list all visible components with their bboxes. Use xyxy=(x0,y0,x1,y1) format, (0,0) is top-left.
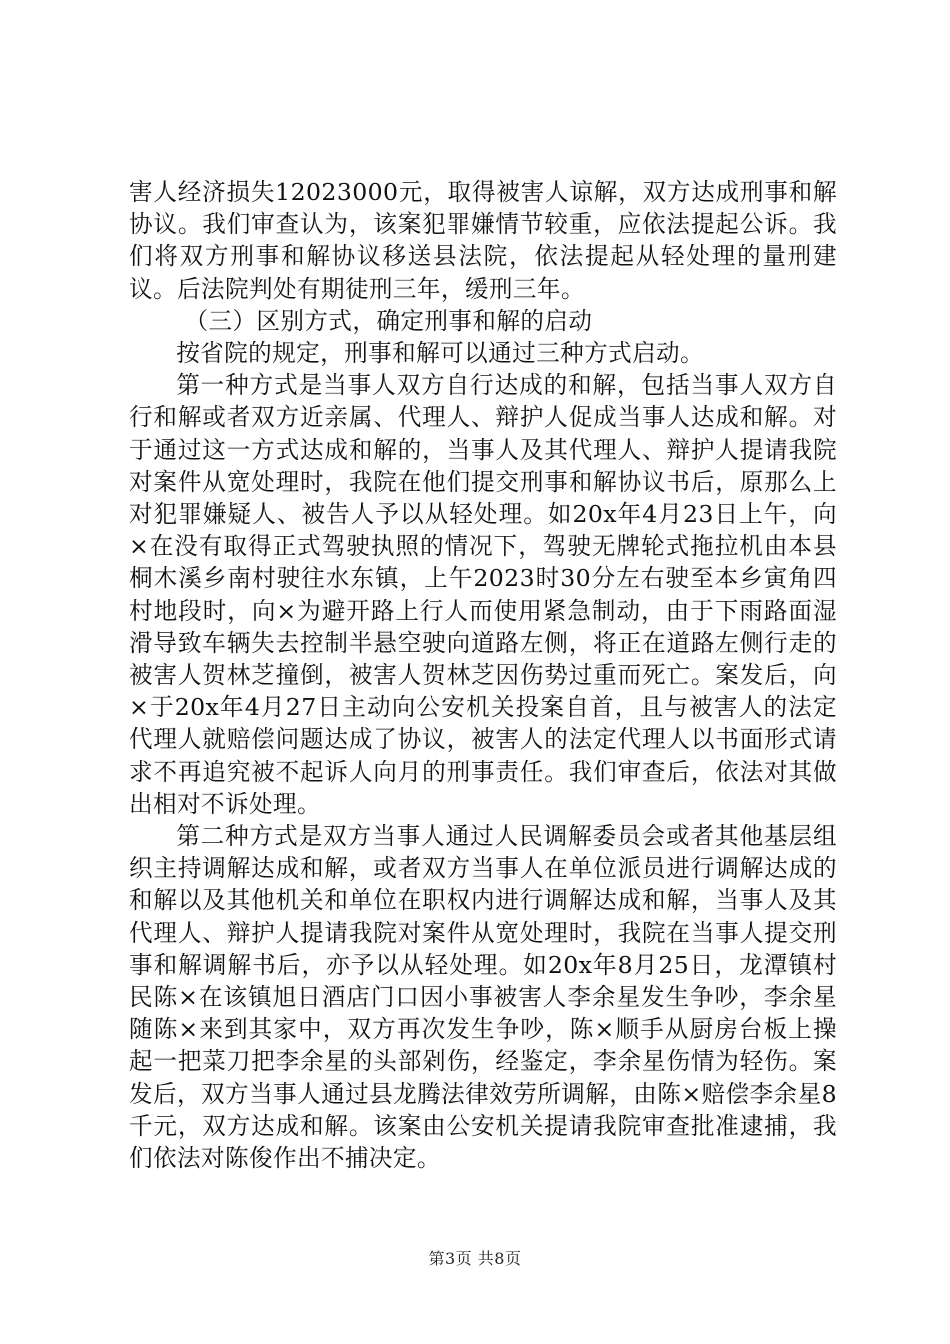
document-body xyxy=(129,176,837,1174)
section-heading: （三）区别方式，确定刑事和解的启动 xyxy=(184,306,593,335)
page-number-label: 第3页 共8页 xyxy=(428,1249,522,1268)
paragraph-continuation: 害人经济损失12023000元，取得被害人谅解，双方达成刑事和解协议。我们审查认为，该案犯罪嫌情节较重，应依法提起公诉。我们将双方刑事和解协议移送县法院，依法提起从轻处理的量刑建议。后法院判处有期徒刑三年，缓刑三年。 xyxy=(129,178,837,303)
paragraph-intro: 按省院的规定，刑事和解可以通过三种方式启动。 xyxy=(176,339,705,368)
page-footer xyxy=(0,1248,950,1270)
paragraph-method-two: 第二种方式是双方当事人通过人民调解委员会或者其他基层组织主持调解达成和解，或者双方当事人在单位派员进行调解达成的和解以及其他机关和单位在职权内进行调解达成和解，当事人及其代理人、辩护人提请我院对案件从宽处理时，我院在当事人提交刑事和解调解书后，亦予以从轻处理。如20x年8月25日，龙潭镇村民陈×在该镇旭日酒店门口因小事被害人李余星发生争吵，李余星随陈×来到其家中，双方再次发生争吵，陈×顺手从厨房台板上操起一把菜刀把李余星的头部剁伤，经鉴定，李余星伤情为轻伤。案发后，双方当事人通过县龙腾法律效劳所调解，由陈×赔偿李余星8千元，双方达成和解。该案由公安机关提请我院审查批准逮捕，我们依法对陈俊作出不捕决定。 xyxy=(129,822,837,1173)
paragraph-method-one: 第一种方式是当事人双方自行达成的和解，包括当事人双方自行和解或者双方近亲属、代理人、辩护人促成当事人达成和解。对于通过这一方式达成和解的，当事人及其代理人、辩护人提请我院对案件从宽处理时，我院在他们提交刑事和解协议书后，原那么上对犯罪嫌疑人、被告人予以从轻处理。如20x年4月23日上午，向×在没有取得正式驾驶执照的情况下，驾驶无牌轮式拖拉机由本县桐木溪乡南村驶往水东镇，上午2023时30分左右驶至本乡寅角四村地段时，向×为避开路上行人而使用紧急制动，由于下雨路面湿滑导致车辆失去控制半悬空驶向道路左侧，将正在道路左侧行走的被害人贺林芝撞倒，被害人贺林芝因伤势过重而死亡。案发后，向×于20x年4月27日主动向公安机关投案自首，且与被害人的法定代理人就赔偿问题达成了协议，被害人的法定代理人以书面形式请求不再追究被不起诉人向月的刑事责任。我们审查后，依法对其做出相对不诉处理。 xyxy=(129,371,837,818)
